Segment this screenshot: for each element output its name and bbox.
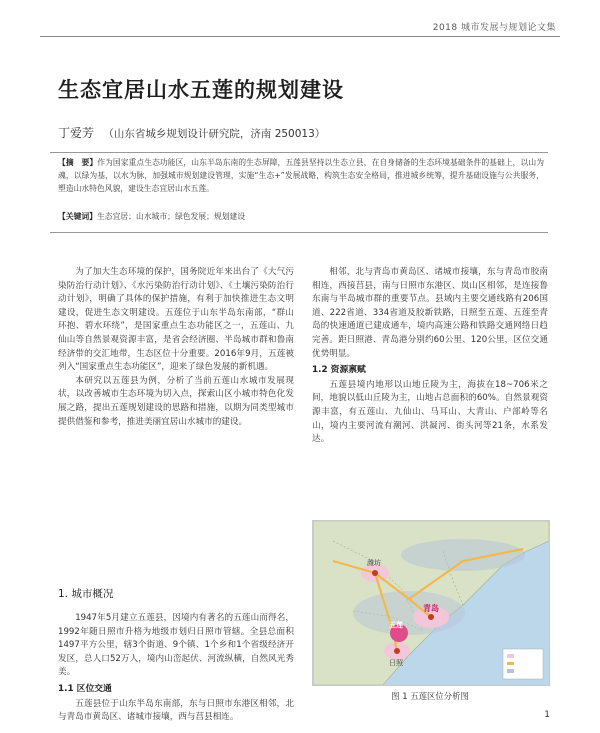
subsection-title-resources: 1.2 资源禀赋	[312, 365, 366, 376]
right-column	[312, 266, 548, 447]
left-column-intro	[58, 266, 294, 429]
page-number: 1	[544, 710, 550, 720]
location-map-figure	[312, 520, 550, 686]
location-map	[313, 521, 549, 685]
map-label-rizhao: 日照	[389, 659, 403, 667]
header-rule	[40, 36, 560, 37]
keywords-text: 生态宜居；山水城市；绿色发展；规划建设	[96, 212, 246, 221]
map-corridor-north	[401, 539, 525, 571]
map-legend-swatch-route	[507, 662, 514, 665]
map-legend-swatch-urban	[507, 654, 514, 658]
map-node-qingdao	[428, 614, 434, 620]
abstract-text: 作为国家重点生态功能区，山东半岛东南的生态屏障，五莲县坚持以生态立县，在自身储备的生态环境基础条件的基础上，以山为魂，以绿为基，以水为脉，加强城市规划建设管理，实施“生态+”发展战略，构筑生态安全格局，推进城乡统筹，提升基础设施与公共服务，塑造山水特色风貌，建设生态宜居山水五莲。	[58, 158, 545, 193]
intro-paragraph-2: 本研究以五莲县为例，分析了当前五莲山水城市发展现状，以改善城市生态环境为切入点，探索山区小城市特色化发展之路，提出五莲规划建设的思路和措施，以期为同类型城市提供借鉴和参考，推进美丽宜居山水城市的建设。	[58, 375, 294, 427]
resources-paragraph: 五莲县境内地形以山地丘陵为主，海拔在18~706米之间，地貌以低山丘陵为主，山地占总面积的60%。自然景观资源丰富，有五莲山、九仙山、马耳山、大青山、户部岭等名山，境内主要河流有潮河、洪凝河、街头河等21条，水系发达。	[312, 379, 548, 445]
subsection-title-location: 1.1 区位交通	[58, 683, 112, 694]
author-name: 丁爱芳	[58, 126, 95, 140]
left-column-overview	[58, 612, 294, 725]
map-legend-swatch-corridor	[507, 669, 514, 673]
section-title-overview: 1. 城市概况	[58, 588, 114, 600]
map-node-rizhao	[394, 648, 400, 654]
location-paragraph: 五莲县位于山东半岛东南部，东与日照市东港区相邻，北与青岛市黄岛区、诸城市接壤，西与莒县相连。	[58, 698, 294, 723]
figure-caption: 图 1 五莲区位分析图	[391, 691, 469, 701]
abstract-label: 【摘 要】	[58, 158, 98, 167]
map-label-wulian: 五莲	[389, 621, 403, 629]
author-line	[58, 124, 325, 141]
map-label-weifang: 潍坊	[367, 559, 381, 567]
article-title: 生态宜居山水五莲的规划建设	[58, 78, 344, 102]
map-corridor-center	[353, 591, 465, 635]
overview-paragraph: 1947年5月建立五莲县，因境内有著名的五莲山而得名，1992年随日照市升格为地级市划归日照市管辖。全县总面积1497平方公里，辖3个街道、9个镇、1个乡和1个省级经济开发区，总人口52万人，境内山峦起伏、河流纵横，自然风光秀美。	[58, 613, 294, 678]
running-head: 2018 城市发展与规划论文集	[432, 23, 556, 33]
map-node-weifang	[372, 570, 378, 576]
keywords	[58, 210, 544, 223]
author-affiliation: （山东省城乡规划设计研究院，济南 250013）	[103, 128, 326, 140]
right-paragraph-1: 相邻，北与青岛市黄岛区、诸城市接壤，东与青岛市胶南相连，西接莒县，南与日照市东港区、岚山区相邻，是连接鲁东南与半岛城市群的重要节点。县域内主要交通线路有206国道、222省道、334省道及胶新铁路，日照至五莲、五莲至青岛的快速通道已建成通车，境内高速公路和铁路交通网络日趋完善。距日照港、青岛港分别约60公里、120公里，区位交通优势明显。	[312, 267, 548, 359]
map-label-qingdao: 青岛	[423, 604, 439, 613]
intro-paragraph-1: 为了加大生态环境的保护，国务院近年来出台了《大气污染防治行动计划》、《水污染防治行动计划》、《土壤污染防治行动计划》，明确了具体的保护措施，有利于加快推进生态文明建设，促进生态文明建设。五莲位于山东半岛东南部，“群山环抱、碧水环绕”，是国家重点生态功能区之一，五莲山、九仙山等自然景观资源丰富，是省会经济圈、半岛城市群和鲁南经济带的交汇地带，生态区位十分重要。2016年9月，五莲被列入“国家重点生态功能区”，迎来了绿色发展的新机遇。	[58, 267, 294, 373]
keywords-label: 【关键词】	[58, 212, 97, 221]
abstract	[58, 156, 544, 195]
